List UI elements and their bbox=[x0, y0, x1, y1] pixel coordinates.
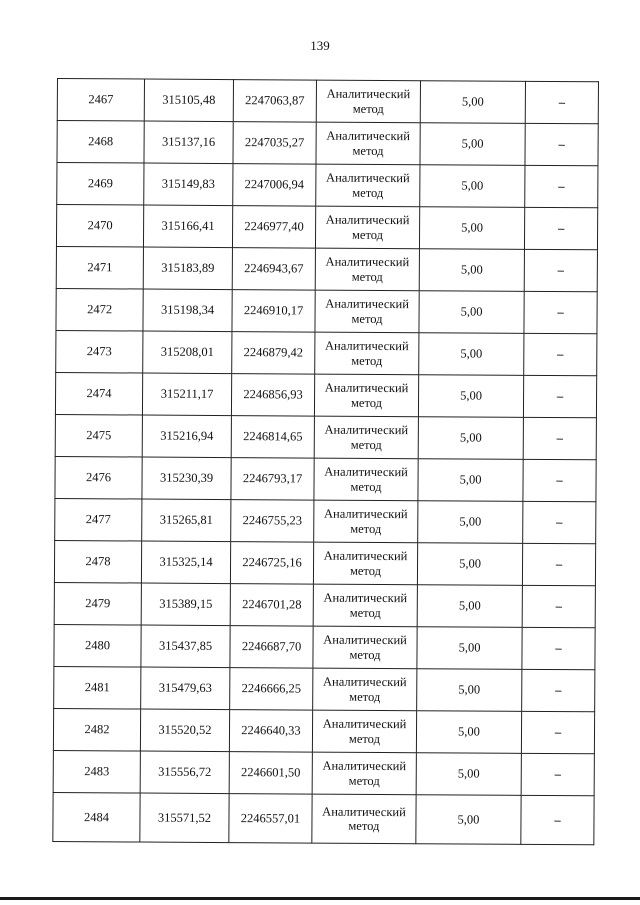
point-number-cell: 2477 bbox=[55, 498, 142, 541]
y-coordinate-cell: 2246666,25 bbox=[230, 668, 313, 711]
note-cell: – bbox=[523, 375, 596, 417]
method-cell: Аналитический метод bbox=[315, 332, 419, 375]
y-coordinate-cell: 2246725,16 bbox=[230, 542, 313, 585]
y-coordinate-cell: 2246601,50 bbox=[229, 752, 312, 795]
accuracy-cell: 5,00 bbox=[420, 81, 525, 124]
y-coordinate-cell: 2246755,23 bbox=[231, 500, 314, 543]
note-cell: – bbox=[525, 81, 598, 123]
accuracy-cell: 5,00 bbox=[417, 543, 522, 586]
method-cell: Аналитический метод bbox=[313, 542, 417, 585]
x-coordinate-cell: 315230,39 bbox=[142, 457, 231, 500]
table-row bbox=[54, 666, 595, 711]
method-cell: Аналитический метод bbox=[315, 248, 419, 291]
x-coordinate-cell: 315389,15 bbox=[141, 583, 230, 626]
point-number-cell: 2479 bbox=[54, 582, 141, 625]
point-number-cell: 2473 bbox=[56, 330, 143, 373]
method-cell: Аналитический метод bbox=[314, 416, 418, 459]
table-row bbox=[56, 205, 597, 250]
accuracy-cell: 5,00 bbox=[420, 165, 525, 208]
method-cell: Аналитический метод bbox=[312, 794, 416, 844]
note-cell: – bbox=[524, 249, 597, 291]
note-cell: – bbox=[523, 501, 596, 543]
point-number-cell: 2468 bbox=[57, 121, 144, 164]
y-coordinate-cell: 2246856,93 bbox=[231, 374, 314, 417]
note-cell: – bbox=[525, 123, 598, 165]
x-coordinate-cell: 315208,01 bbox=[143, 331, 232, 374]
y-coordinate-cell: 2246977,40 bbox=[232, 206, 315, 249]
point-number-cell: 2476 bbox=[55, 456, 142, 499]
note-cell: – bbox=[523, 417, 596, 459]
point-number-cell: 2481 bbox=[54, 666, 141, 709]
y-coordinate-cell: 2247035,27 bbox=[233, 122, 316, 165]
method-cell: Аналитический метод bbox=[313, 626, 417, 669]
point-number-cell: 2482 bbox=[53, 708, 140, 751]
table-row bbox=[53, 792, 594, 844]
method-cell: Аналитический метод bbox=[313, 668, 417, 711]
accuracy-cell: 5,00 bbox=[419, 291, 524, 334]
y-coordinate-cell: 2246814,65 bbox=[231, 416, 314, 459]
accuracy-cell: 5,00 bbox=[418, 501, 523, 544]
y-coordinate-cell: 2246879,42 bbox=[232, 332, 315, 375]
page-number: 139 bbox=[310, 38, 330, 53]
point-number-cell: 2467 bbox=[57, 79, 144, 122]
method-cell: Аналитический метод bbox=[314, 500, 418, 543]
table-row bbox=[57, 163, 598, 208]
point-number-cell: 2469 bbox=[57, 163, 144, 206]
y-coordinate-cell: 2247006,94 bbox=[233, 164, 316, 207]
point-number-cell: 2478 bbox=[54, 540, 141, 583]
table-row bbox=[54, 540, 595, 585]
x-coordinate-cell: 315479,63 bbox=[141, 667, 230, 710]
x-coordinate-cell: 315325,14 bbox=[141, 541, 230, 584]
table-row bbox=[57, 121, 598, 166]
note-cell: – bbox=[524, 207, 597, 249]
table-row bbox=[56, 288, 597, 333]
note-cell: – bbox=[522, 669, 595, 711]
x-coordinate-cell: 315166,41 bbox=[143, 205, 232, 248]
method-cell: Аналитический метод bbox=[316, 164, 420, 207]
table-row bbox=[54, 582, 595, 627]
x-coordinate-cell: 315198,34 bbox=[143, 289, 232, 332]
table-row bbox=[55, 414, 596, 459]
y-coordinate-cell: 2246943,67 bbox=[232, 248, 315, 291]
accuracy-cell: 5,00 bbox=[418, 417, 523, 460]
accuracy-cell: 5,00 bbox=[419, 333, 524, 376]
note-cell: – bbox=[522, 543, 595, 585]
note-cell: – bbox=[524, 291, 597, 333]
table-row bbox=[55, 456, 596, 501]
accuracy-cell: 5,00 bbox=[417, 669, 522, 712]
table-row bbox=[55, 498, 596, 543]
table-row bbox=[53, 750, 594, 795]
x-coordinate-cell: 315211,17 bbox=[142, 373, 231, 416]
accuracy-cell: 5,00 bbox=[416, 795, 521, 845]
x-coordinate-cell: 315571,52 bbox=[140, 793, 229, 843]
table-row bbox=[56, 330, 597, 375]
point-number-cell: 2474 bbox=[55, 372, 142, 415]
note-cell: – bbox=[521, 795, 594, 844]
accuracy-cell: 5,00 bbox=[419, 249, 524, 292]
accuracy-cell: 5,00 bbox=[419, 207, 524, 250]
accuracy-cell: 5,00 bbox=[418, 459, 523, 502]
table-row bbox=[55, 372, 596, 417]
table-body bbox=[53, 79, 599, 845]
y-coordinate-cell: 2246910,17 bbox=[232, 290, 315, 333]
table-row bbox=[56, 246, 597, 291]
point-number-cell: 2475 bbox=[55, 414, 142, 457]
y-coordinate-cell: 2246793,17 bbox=[231, 458, 314, 501]
x-coordinate-cell: 315137,16 bbox=[144, 121, 233, 164]
y-coordinate-cell: 2246557,01 bbox=[229, 794, 312, 844]
table-row bbox=[57, 79, 598, 124]
note-cell: – bbox=[523, 459, 596, 501]
table-row bbox=[53, 708, 594, 753]
note-cell: – bbox=[522, 585, 595, 627]
method-cell: Аналитический метод bbox=[312, 710, 416, 753]
accuracy-cell: 5,00 bbox=[418, 375, 523, 418]
point-number-cell: 2470 bbox=[56, 205, 143, 248]
accuracy-cell: 5,00 bbox=[417, 627, 522, 670]
y-coordinate-cell: 2246701,28 bbox=[230, 584, 313, 627]
note-cell: – bbox=[524, 333, 597, 375]
note-cell: – bbox=[521, 711, 594, 753]
point-number-cell: 2484 bbox=[53, 792, 140, 842]
method-cell: Аналитический метод bbox=[316, 122, 420, 165]
coordinates-table bbox=[52, 78, 599, 845]
method-cell: Аналитический метод bbox=[313, 584, 417, 627]
accuracy-cell: 5,00 bbox=[417, 585, 522, 628]
x-coordinate-cell: 315437,85 bbox=[141, 625, 230, 668]
method-cell: Аналитический метод bbox=[315, 290, 419, 333]
method-cell: Аналитический метод bbox=[312, 752, 416, 795]
y-coordinate-cell: 2247063,87 bbox=[233, 80, 316, 123]
x-coordinate-cell: 315520,52 bbox=[140, 709, 229, 752]
x-coordinate-cell: 315105,48 bbox=[144, 79, 233, 122]
x-coordinate-cell: 315183,89 bbox=[143, 247, 232, 290]
x-coordinate-cell: 315149,83 bbox=[144, 163, 233, 206]
point-number-cell: 2471 bbox=[56, 246, 143, 289]
method-cell: Аналитический метод bbox=[314, 374, 418, 417]
y-coordinate-cell: 2246640,33 bbox=[229, 710, 312, 753]
scan-bottom-edge bbox=[0, 897, 640, 900]
y-coordinate-cell: 2246687,70 bbox=[230, 626, 313, 669]
accuracy-cell: 5,00 bbox=[420, 123, 525, 166]
method-cell: Аналитический метод bbox=[314, 458, 418, 501]
x-coordinate-cell: 315216,94 bbox=[142, 415, 231, 458]
note-cell: – bbox=[525, 165, 598, 207]
point-number-cell: 2472 bbox=[56, 288, 143, 331]
x-coordinate-cell: 315265,81 bbox=[142, 499, 231, 542]
point-number-cell: 2483 bbox=[53, 750, 140, 793]
note-cell: – bbox=[521, 753, 594, 795]
table-row bbox=[54, 624, 595, 669]
point-number-cell: 2480 bbox=[54, 624, 141, 667]
accuracy-cell: 5,00 bbox=[416, 753, 521, 796]
accuracy-cell: 5,00 bbox=[416, 711, 521, 754]
method-cell: Аналитический метод bbox=[316, 80, 420, 123]
method-cell: Аналитический метод bbox=[315, 206, 419, 249]
note-cell: – bbox=[522, 627, 595, 669]
x-coordinate-cell: 315556,72 bbox=[140, 751, 229, 794]
